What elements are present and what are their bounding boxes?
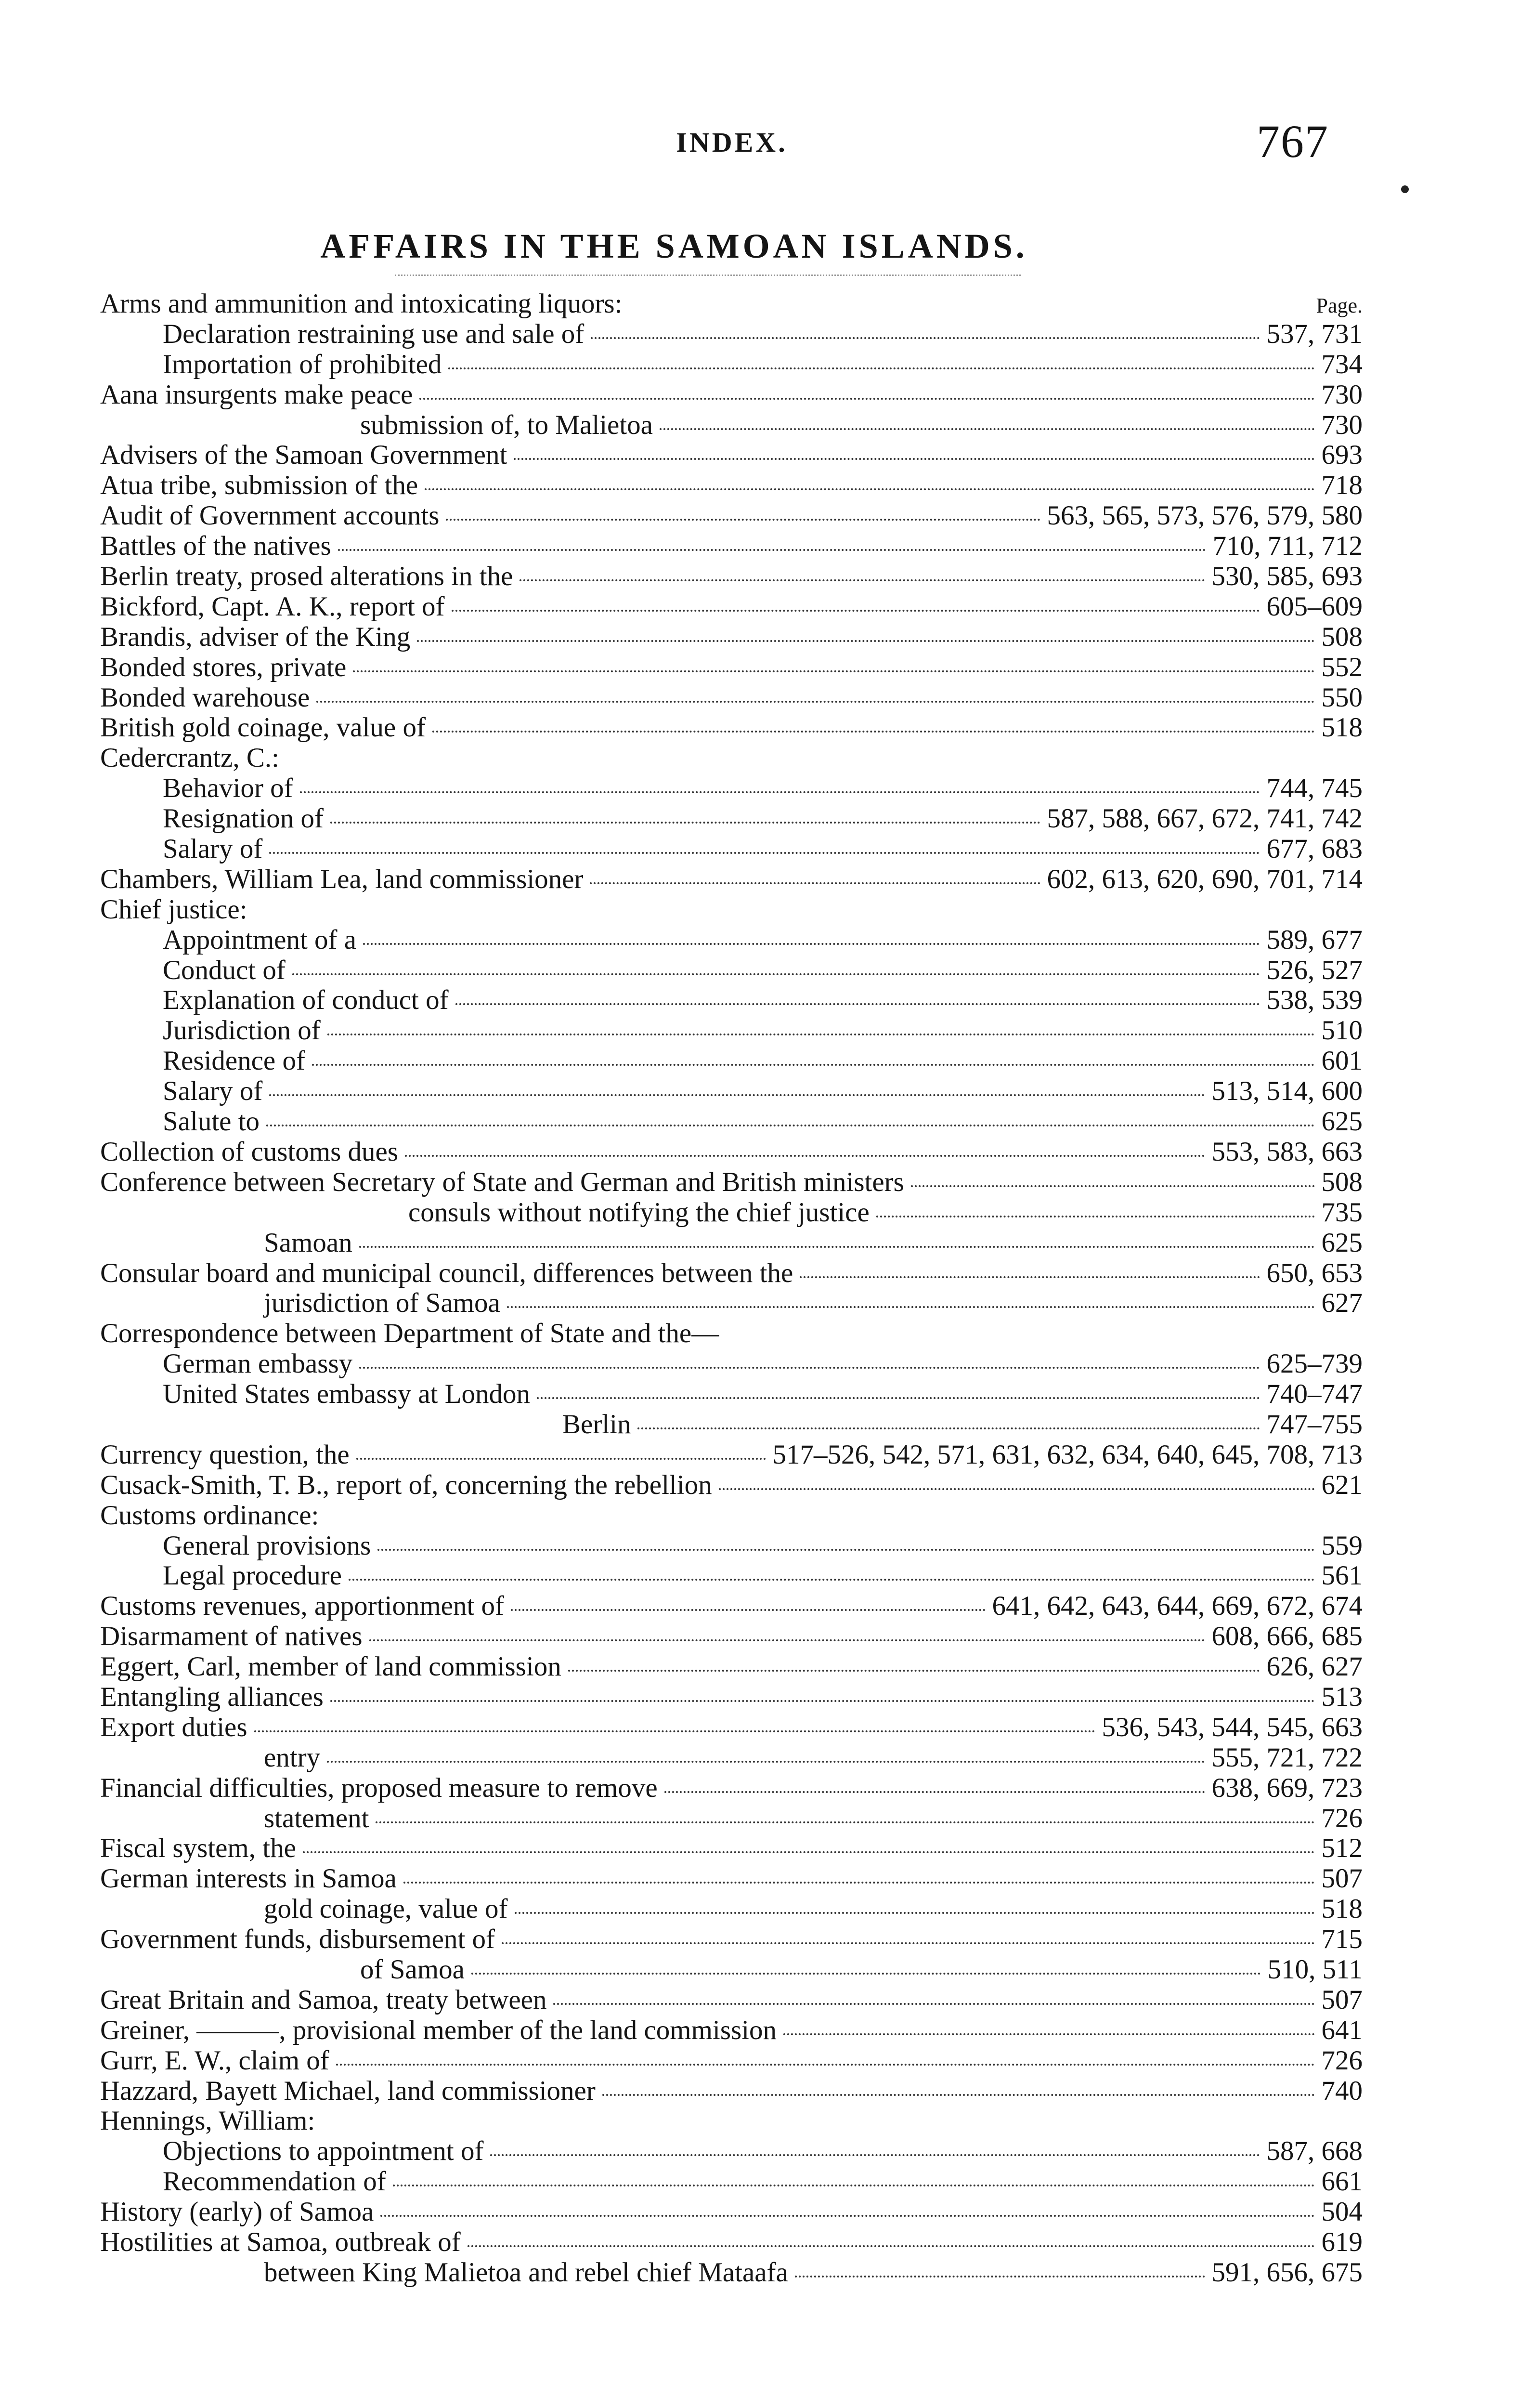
index-entry-pages: 587, 668: [1266, 2136, 1363, 2167]
index-entry-text: Salary of: [163, 1076, 263, 1107]
index-entry-text: Berlin: [562, 1409, 631, 1440]
dot-leader: [403, 1882, 1315, 1884]
dot-leader: [795, 2276, 1205, 2277]
index-entry: [100, 1228, 1363, 1258]
index-entry-pages: 504: [1321, 2197, 1363, 2227]
index-entry: [100, 1349, 1363, 1379]
index-entry-text: Hostilities at Samoa, outbreak of: [100, 2227, 461, 2257]
index-entry: [100, 319, 1363, 350]
index-entry: [100, 773, 1363, 804]
index-entry-text: Berlin treaty, prosed alterations in the: [100, 561, 513, 592]
dot-leader: [664, 1791, 1205, 1793]
running-header-title: INDEX.: [676, 127, 788, 158]
section-title: AFFAIRS IN THE SAMOAN ISLANDS.: [320, 227, 1028, 265]
index-entry: [100, 743, 1363, 773]
dot-leader: [303, 1851, 1315, 1853]
index-entry-pages: 638, 669, 723: [1211, 1772, 1363, 1803]
index-entry-text: Brandis, adviser of the King: [100, 621, 411, 652]
index-entry-pages: 730: [1321, 409, 1363, 440]
index-entry-pages: Page.: [1316, 294, 1363, 317]
index-entry: [100, 562, 1363, 592]
index-entry-text: Conference between Secretary of State and German and British ministers: [100, 1166, 904, 1197]
dot-leader: [269, 852, 1260, 854]
index-entry-pages: 589, 677: [1266, 924, 1363, 955]
index-entry: [100, 1167, 1363, 1198]
index-entry-pages: 641, 642, 643, 644, 669, 672, 674: [992, 1591, 1363, 1622]
dot-leader: [376, 1821, 1314, 1823]
index-entry-pages: 740–747: [1266, 1379, 1363, 1410]
index-entry: [100, 531, 1363, 562]
index-entry-pages: 507: [1321, 1984, 1363, 2015]
index-entry-pages: 561: [1321, 1560, 1363, 1591]
index-entry-text: Cusack-Smith, T. B., report of, concerning the rebellion: [100, 1469, 712, 1500]
index-entry-pages: 641: [1321, 2015, 1363, 2045]
dot-leader: [471, 1973, 1261, 1975]
index-list: [100, 289, 1363, 2288]
index-entry-text: entry: [264, 1742, 321, 1773]
index-entry-text: Atua tribe, submission of the: [100, 470, 418, 501]
index-entry-text: Chambers, William Lea, land commissioner: [100, 864, 584, 894]
index-entry: [100, 1198, 1363, 1228]
index-entry-text: Customs ordinance:: [100, 1500, 319, 1531]
index-entry: [100, 683, 1363, 713]
index-entry-pages: 625: [1321, 1227, 1363, 1258]
index-entry-text: British gold coinage, value of: [100, 712, 426, 743]
index-entry-text: consuls without notifying the chief justice: [408, 1197, 870, 1228]
index-entry: [100, 1713, 1363, 1743]
index-entry-text: Consular board and municipal council, differences between the: [100, 1257, 793, 1288]
index-entry-pages: 605–609: [1266, 591, 1363, 622]
index-entry-pages: 626, 627: [1266, 1651, 1363, 1682]
index-entry-text: Bickford, Capt. A. K., report of: [100, 591, 445, 622]
index-entry-text: General provisions: [163, 1530, 371, 1561]
index-entry-text: German interests in Samoa: [100, 1863, 397, 1894]
index-entry: [100, 1107, 1363, 1137]
index-entry: [100, 2015, 1363, 2046]
index-entry-text: Eggert, Carl, member of land commission: [100, 1651, 561, 1682]
dot-leader: [380, 2215, 1314, 2217]
index-entry-pages: 538, 539: [1266, 985, 1363, 1016]
index-entry: [100, 1682, 1363, 1713]
index-entry-pages: 601: [1321, 1046, 1363, 1076]
index-entry-pages: 587, 588, 667, 672, 741, 742: [1047, 803, 1363, 834]
dot-leader: [330, 1700, 1315, 1702]
index-entry-text: Customs revenues, apportionment of: [100, 1591, 505, 1622]
index-entry-pages: 537, 731: [1266, 318, 1363, 349]
index-entry-text: Collection of customs dues: [100, 1136, 399, 1167]
index-entry-pages: 510, 511: [1267, 1954, 1363, 1985]
index-entry-pages: 608, 666, 685: [1211, 1621, 1363, 1652]
dot-leader: [660, 428, 1315, 430]
dot-leader: [266, 1125, 1314, 1126]
dot-leader: [637, 1427, 1260, 1429]
index-entry-text: German embassy: [163, 1348, 353, 1379]
index-entry: [100, 804, 1363, 834]
index-entry-pages: 530, 585, 693: [1211, 561, 1363, 592]
index-entry-text: Samoan: [264, 1227, 352, 1258]
index-entry-text: Greiner, ———, provisional member of the land commission: [100, 2015, 777, 2045]
index-entry: [100, 410, 1363, 441]
index-entry-pages: 518: [1321, 1894, 1363, 1924]
dot-leader: [405, 1155, 1205, 1157]
dot-leader: [876, 1216, 1315, 1217]
index-entry-pages: 602, 613, 620, 690, 701, 714: [1047, 864, 1363, 894]
index-entry-pages: 718: [1321, 470, 1363, 501]
index-entry-text: Audit of Government accounts: [100, 500, 440, 531]
dot-leader: [452, 610, 1260, 612]
index-entry: [100, 955, 1363, 986]
dot-leader: [269, 1094, 1205, 1096]
index-entry: [100, 2258, 1363, 2288]
index-entry: [100, 1046, 1363, 1076]
index-entry-text: Currency question, the: [100, 1439, 350, 1470]
dot-leader: [520, 579, 1205, 581]
index-entry: [100, 1076, 1363, 1107]
index-entry-text: Appointment of a: [163, 924, 357, 955]
index-entry-pages: 710, 711, 712: [1212, 531, 1363, 562]
dot-leader: [591, 337, 1260, 339]
index-entry: [100, 1016, 1363, 1046]
dot-leader: [783, 2033, 1314, 2035]
index-entry: [100, 2167, 1363, 2197]
index-entry-text: Chief justice:: [100, 894, 247, 925]
index-entry: [100, 380, 1363, 410]
index-entry: [100, 2136, 1363, 2167]
index-entry-text: Residence of: [163, 1046, 305, 1076]
index-entry-text: gold coinage, value of: [264, 1894, 508, 1924]
index-entry-text: Export duties: [100, 1712, 247, 1742]
index-entry-text: Bonded stores, private: [100, 652, 347, 682]
dot-leader: [327, 1034, 1315, 1035]
index-entry-pages: 553, 583, 663: [1211, 1136, 1363, 1167]
dot-leader: [502, 1942, 1314, 1944]
page-number: 767: [1257, 116, 1329, 167]
index-entry-text: Resignation of: [163, 803, 324, 834]
index-entry-text: submission of, to Malietoa: [360, 409, 653, 440]
index-entry: [100, 440, 1363, 471]
dot-leader: [515, 1912, 1315, 1914]
index-entry: [100, 1924, 1363, 1955]
index-entry: [100, 1137, 1363, 1167]
index-entry-pages: 563, 565, 573, 576, 579, 580: [1047, 500, 1363, 531]
index-entry-pages: 740: [1321, 2075, 1363, 2106]
index-entry-text: between King Malietoa and rebel chief Mataafa: [264, 2257, 788, 2288]
dot-leader: [353, 670, 1314, 672]
index-entry-text: Legal procedure: [163, 1560, 342, 1591]
index-entry-text: Cedercrantz, C.:: [100, 743, 279, 773]
index-entry: [100, 2046, 1363, 2076]
dot-leader: [316, 701, 1314, 703]
dot-leader: [359, 1246, 1315, 1248]
dot-leader: [719, 1488, 1315, 1490]
index-entry-text: Aana insurgents make peace: [100, 379, 413, 410]
dot-leader: [369, 1639, 1205, 1641]
index-entry: [100, 2227, 1363, 2258]
dot-leader: [254, 1730, 1095, 1732]
index-entry: [100, 1955, 1363, 1985]
index-entry-pages: 536, 543, 544, 545, 663: [1102, 1712, 1363, 1742]
index-entry: [100, 1833, 1363, 1864]
dot-leader: [602, 2094, 1315, 2096]
index-entry-text: Salary of: [163, 834, 263, 864]
index-entry-text: statement: [264, 1803, 369, 1833]
index-entry: [100, 1470, 1363, 1501]
index-entry-pages: 512: [1321, 1833, 1363, 1864]
index-entry-text: Advisers of the Samoan Government: [100, 440, 507, 471]
dot-leader: [356, 1458, 766, 1460]
index-entry-pages: 621: [1321, 1469, 1363, 1500]
index-entry: [100, 1440, 1363, 1470]
index-entry: [100, 2106, 1363, 2136]
dot-leader: [363, 943, 1260, 945]
index-entry-text: Entangling alliances: [100, 1681, 324, 1712]
index-entry-pages: 591, 656, 675: [1211, 2257, 1363, 2288]
index-entry: [100, 350, 1363, 380]
dot-leader: [417, 640, 1314, 642]
dot-leader: [468, 2245, 1315, 2247]
index-entry: [100, 1985, 1363, 2015]
index-entry-pages: 559: [1321, 1530, 1363, 1561]
index-entry: [100, 1501, 1363, 1531]
index-entry: [100, 1288, 1363, 1319]
dot-leader: [507, 1306, 1315, 1308]
index-entry-text: Gurr, E. W., claim of: [100, 2045, 329, 2076]
index-entry-pages: 747–755: [1266, 1409, 1363, 1440]
index-entry-text: Correspondence between Department of State and the—: [100, 1318, 719, 1349]
index-entry-pages: 650, 653: [1266, 1257, 1363, 1288]
index-entry-text: Declaration restraining use and sale of: [163, 318, 585, 349]
index-entry: [100, 592, 1363, 622]
index-entry-pages: 735: [1321, 1197, 1363, 1228]
dot-leader: [419, 398, 1314, 400]
index-entry-pages: 517–526, 542, 571, 631, 632, 634, 640, 645, 708, 713: [772, 1439, 1363, 1470]
index-entry: [100, 1561, 1363, 1591]
index-entry-text: Explanation of conduct of: [163, 985, 449, 1016]
dot-leader: [800, 1276, 1260, 1278]
index-entry-text: of Samoa: [360, 1954, 465, 1985]
index-entry: [100, 501, 1363, 531]
index-entry: [100, 713, 1363, 743]
index-entry-text: Recommendation of: [163, 2166, 386, 2197]
dot-leader: [425, 488, 1314, 490]
index-entry-text: Financial difficulties, proposed measure to remove: [100, 1772, 658, 1803]
index-entry: [100, 895, 1363, 925]
index-entry: [100, 1258, 1363, 1289]
index-entry-pages: 513: [1321, 1681, 1363, 1712]
index-entry-pages: 734: [1321, 349, 1363, 380]
index-entry-text: Behavior of: [163, 773, 293, 804]
index-entry-pages: 550: [1321, 682, 1363, 713]
dot-leader: [568, 1670, 1260, 1672]
index-entry-text: United States embassy at London: [163, 1379, 531, 1410]
dot-leader: [511, 1609, 985, 1611]
index-entry-pages: 744, 745: [1266, 773, 1363, 804]
index-entry-pages: 518: [1321, 712, 1363, 743]
index-entry-text: Hazzard, Bayett Michael, land commissioner: [100, 2075, 596, 2106]
dot-leader: [537, 1397, 1260, 1399]
index-entry-text: Fiscal system, the: [100, 1833, 296, 1864]
index-entry-text: Government funds, disbursement of: [100, 1924, 495, 1955]
dot-leader: [330, 822, 1040, 824]
dot-leader: [553, 2003, 1314, 2005]
index-entry: [100, 1773, 1363, 1804]
index-entry: [100, 1410, 1363, 1440]
index-entry: [100, 471, 1363, 501]
dot-leader: [448, 367, 1314, 369]
index-entry-pages: 526, 527: [1266, 955, 1363, 985]
index-entry: [100, 1652, 1363, 1682]
index-entry: [100, 925, 1363, 955]
index-entry-pages: 619: [1321, 2227, 1363, 2257]
dot-leader: [393, 2185, 1315, 2186]
dot-leader: [327, 1761, 1205, 1763]
margin-dot-mark: [1401, 185, 1409, 193]
index-entry-pages: 730: [1321, 379, 1363, 410]
index-entry: [100, 834, 1363, 864]
index-entry-pages: 625–739: [1266, 1348, 1363, 1379]
title-rule: [395, 275, 1021, 276]
index-entry: [100, 1531, 1363, 1561]
index-entry: [100, 653, 1363, 683]
index-entry: [100, 1591, 1363, 1622]
dot-leader: [514, 458, 1314, 460]
index-entry: [100, 1804, 1363, 1834]
index-entry: [100, 1622, 1363, 1652]
index-entry-pages: 661: [1321, 2166, 1363, 2197]
index-entry-text: History (early) of Samoa: [100, 2197, 374, 2227]
index-entry: [100, 1894, 1363, 1924]
index-entry-pages: 510: [1321, 1015, 1363, 1046]
dot-leader: [490, 2154, 1260, 2156]
index-entry-pages: 552: [1321, 652, 1363, 682]
index-entry-pages: 625: [1321, 1106, 1363, 1137]
index-entry-pages: 677, 683: [1266, 834, 1363, 864]
index-entry-text: Bonded warehouse: [100, 682, 310, 713]
dot-leader: [377, 1549, 1314, 1551]
dot-leader: [590, 882, 1040, 884]
dot-leader: [300, 791, 1260, 793]
index-entry-pages: 507: [1321, 1863, 1363, 1894]
index-entry: [100, 289, 1363, 319]
index-entry-pages: 726: [1321, 2045, 1363, 2076]
index-entry: [100, 2076, 1363, 2107]
index-entry-pages: 513, 514, 600: [1211, 1076, 1363, 1107]
index-entry-text: Disarmament of natives: [100, 1621, 363, 1652]
dot-leader: [446, 519, 1040, 521]
index-entry: [100, 985, 1363, 1016]
dot-leader: [292, 973, 1260, 975]
index-entry-text: Conduct of: [163, 955, 286, 985]
index-entry-pages: 627: [1321, 1288, 1363, 1319]
index-entry: [100, 2197, 1363, 2227]
index-entry-pages: 508: [1321, 621, 1363, 652]
index-entry-text: Hennings, William:: [100, 2106, 315, 2136]
dot-leader: [338, 549, 1206, 551]
index-entry-text: Importation of prohibited: [163, 349, 442, 380]
index-entry-text: Battles of the natives: [100, 531, 331, 562]
index-entry-text: Objections to appointment of: [163, 2136, 484, 2167]
index-entry-pages: 555, 721, 722: [1211, 1742, 1363, 1773]
index-entry-text: Jurisdiction of: [163, 1015, 321, 1046]
dot-leader: [336, 2064, 1315, 2066]
dot-leader: [349, 1579, 1315, 1581]
dot-leader: [455, 1003, 1260, 1005]
dot-leader: [359, 1367, 1260, 1369]
index-entry-text: Arms and ammunition and intoxicating liquors:: [100, 288, 623, 319]
index-entry-pages: 715: [1321, 1924, 1363, 1955]
index-entry-text: Salute to: [163, 1106, 260, 1137]
index-entry-text: jurisdiction of Samoa: [264, 1288, 500, 1319]
dot-leader: [911, 1185, 1315, 1187]
index-entry-pages: 693: [1321, 440, 1363, 471]
index-entry-pages: 508: [1321, 1166, 1363, 1197]
index-entry: [100, 864, 1363, 895]
index-entry: [100, 1743, 1363, 1773]
index-entry: [100, 1319, 1363, 1349]
index-entry-text: Great Britain and Samoa, treaty between: [100, 1984, 547, 2015]
index-entry-pages: 726: [1321, 1803, 1363, 1833]
dot-leader: [432, 731, 1315, 733]
dot-leader: [312, 1064, 1315, 1066]
index-entry: [100, 1864, 1363, 1894]
index-entry: [100, 1379, 1363, 1410]
index-entry: [100, 622, 1363, 653]
